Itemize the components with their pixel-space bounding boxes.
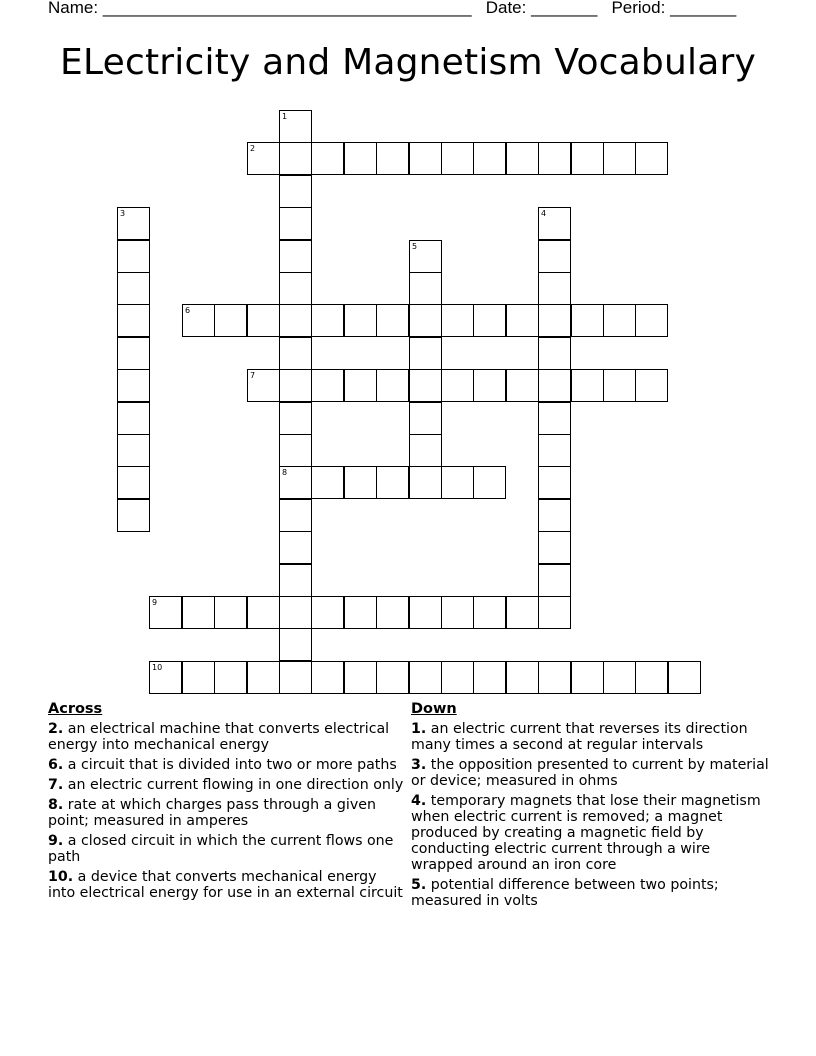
crossword-cell[interactable]	[538, 402, 571, 435]
cell-number: 7	[250, 371, 256, 380]
crossword-cell[interactable]	[182, 304, 215, 337]
clue-across	[48, 721, 404, 753]
crossword-cell[interactable]	[506, 142, 539, 175]
crossword-cell[interactable]	[538, 661, 571, 694]
crossword-cell[interactable]	[473, 596, 506, 629]
crossword-cell[interactable]	[473, 142, 506, 175]
period-label: Period:	[611, 0, 666, 17]
clue-number: 5.	[411, 877, 427, 893]
crossword-cell[interactable]	[279, 142, 312, 175]
crossword-cell[interactable]	[117, 499, 150, 532]
crossword-cell[interactable]	[571, 369, 604, 402]
crossword-cell[interactable]	[668, 661, 701, 694]
date-label: Date:	[485, 0, 527, 17]
crossword-cell[interactable]	[538, 564, 571, 597]
crossword-cell[interactable]	[538, 304, 571, 337]
crossword-cell[interactable]	[538, 434, 571, 467]
crossword-cell[interactable]	[409, 142, 442, 175]
crossword-cell[interactable]	[279, 402, 312, 435]
down-heading: Down	[411, 701, 457, 717]
page-title: ELectricity and Magnetism Vocabulary	[60, 42, 756, 83]
crossword-cell[interactable]	[117, 337, 150, 370]
crossword-cell[interactable]	[473, 304, 506, 337]
name-blank[interactable]: _______________________________________	[102, 0, 472, 17]
crossword-cell[interactable]	[571, 661, 604, 694]
crossword-cell[interactable]	[247, 304, 280, 337]
clue-text: rate at which charges pass through a given point; measured in amperes	[48, 797, 376, 829]
crossword-cell[interactable]	[376, 369, 409, 402]
crossword-cell[interactable]	[344, 596, 377, 629]
clue-across	[48, 869, 404, 901]
crossword-cell[interactable]	[117, 434, 150, 467]
crossword-cell[interactable]	[182, 596, 215, 629]
clue-down	[411, 793, 771, 873]
crossword-cell[interactable]	[603, 661, 636, 694]
crossword-cell[interactable]	[279, 531, 312, 564]
crossword-cell[interactable]	[117, 272, 150, 305]
crossword-cell[interactable]	[247, 596, 280, 629]
clue-text: an electric current that reverses its direction many times a second at regular intervals	[411, 721, 748, 753]
crossword-cell[interactable]	[538, 531, 571, 564]
crossword-cell[interactable]	[279, 240, 312, 273]
cell-number: 10	[152, 663, 163, 672]
cell-number: 5	[412, 242, 418, 251]
crossword-cell[interactable]	[409, 272, 442, 305]
crossword-cell[interactable]	[117, 207, 150, 240]
crossword-cell[interactable]	[409, 434, 442, 467]
crossword-cell[interactable]	[409, 369, 442, 402]
crossword-cell[interactable]	[247, 369, 280, 402]
crossword-cell[interactable]	[279, 499, 312, 532]
crossword-cell[interactable]	[441, 596, 474, 629]
across-clues	[48, 701, 404, 905]
crossword-cell[interactable]	[538, 466, 571, 499]
clue-down	[411, 877, 771, 909]
clue-text: a circuit that is divided into two or more paths	[67, 757, 397, 773]
crossword-cell[interactable]	[247, 661, 280, 694]
crossword-cell[interactable]	[603, 304, 636, 337]
period-blank[interactable]: _______	[670, 0, 737, 17]
crossword-cell[interactable]	[182, 661, 215, 694]
crossword-cell[interactable]	[571, 142, 604, 175]
crossword-cell[interactable]	[409, 661, 442, 694]
clue-number: 7.	[48, 777, 64, 793]
crossword-cell[interactable]	[311, 369, 344, 402]
clue-number: 1.	[411, 721, 427, 737]
crossword-cell[interactable]	[538, 272, 571, 305]
crossword-cell[interactable]	[441, 304, 474, 337]
clue-number: 8.	[48, 797, 64, 813]
crossword-cell[interactable]	[441, 466, 474, 499]
crossword-cell[interactable]	[149, 596, 182, 629]
crossword-cell[interactable]	[149, 661, 182, 694]
crossword-cell[interactable]	[409, 240, 442, 273]
clue-text: the opposition presented to current by material or device; measured in ohms	[411, 757, 769, 789]
crossword-cell[interactable]	[635, 369, 668, 402]
crossword-cell[interactable]	[376, 466, 409, 499]
crossword-cell[interactable]	[311, 142, 344, 175]
cell-number: 3	[120, 209, 126, 218]
crossword-cell[interactable]	[409, 466, 442, 499]
crossword-cell[interactable]	[344, 304, 377, 337]
crossword-cell[interactable]	[214, 304, 247, 337]
cell-number: 1	[282, 112, 288, 121]
clue-text: a closed circuit in which the current flows one path	[48, 833, 394, 865]
crossword-cell[interactable]	[344, 661, 377, 694]
cell-number: 8	[282, 468, 288, 477]
crossword-cell[interactable]	[279, 110, 312, 143]
crossword-cell[interactable]	[409, 304, 442, 337]
clue-text: an electrical machine that converts electrical energy into mechanical energy	[48, 721, 390, 753]
crossword-cell[interactable]	[538, 207, 571, 240]
clue-text: potential difference between two points; measured in volts	[411, 877, 719, 909]
crossword-cell[interactable]	[311, 596, 344, 629]
crossword-cell[interactable]	[473, 466, 506, 499]
crossword-cell[interactable]	[635, 661, 668, 694]
crossword-cell[interactable]	[603, 142, 636, 175]
crossword-cell[interactable]	[279, 661, 312, 694]
crossword-cell[interactable]	[279, 175, 312, 208]
across-heading: Across	[48, 701, 103, 717]
clue-across	[48, 833, 404, 865]
down-clues	[411, 701, 771, 913]
crossword-cell[interactable]	[344, 369, 377, 402]
crossword-cell[interactable]	[311, 466, 344, 499]
crossword-cell[interactable]	[506, 304, 539, 337]
clue-across	[48, 797, 404, 829]
date-blank[interactable]: _______	[531, 0, 598, 17]
crossword-cell[interactable]	[279, 337, 312, 370]
crossword-cell[interactable]	[279, 596, 312, 629]
crossword-cell[interactable]	[441, 661, 474, 694]
cell-number: 4	[541, 209, 547, 218]
crossword-cell[interactable]	[376, 596, 409, 629]
cell-number: 6	[185, 306, 191, 315]
clue-number: 9.	[48, 833, 64, 849]
crossword-cell[interactable]	[279, 466, 312, 499]
crossword-cell[interactable]	[571, 304, 604, 337]
crossword-cell[interactable]	[376, 304, 409, 337]
crossword-cell[interactable]	[117, 369, 150, 402]
clue-text: a device that converts mechanical energy into electrical energy for use in an external circuit	[48, 869, 403, 901]
crossword-cell[interactable]	[311, 661, 344, 694]
crossword-cell[interactable]	[376, 142, 409, 175]
crossword-cell[interactable]	[473, 661, 506, 694]
crossword-cell[interactable]	[635, 304, 668, 337]
crossword-cell[interactable]	[441, 142, 474, 175]
crossword-cell[interactable]	[279, 304, 312, 337]
crossword-cell[interactable]	[506, 596, 539, 629]
crossword-cell[interactable]	[279, 369, 312, 402]
crossword-cell[interactable]	[279, 628, 312, 661]
crossword-cell[interactable]	[409, 596, 442, 629]
crossword-cell[interactable]	[214, 596, 247, 629]
crossword-cell[interactable]	[409, 402, 442, 435]
crossword-cell[interactable]	[279, 272, 312, 305]
crossword-cell[interactable]	[247, 142, 280, 175]
clue-text: temporary magnets that lose their magnetism when electric current is removed; a magnet produced by creating a magnetic field by conducting electric current through a wire wrapped around an iron core	[411, 793, 761, 873]
cell-number: 9	[152, 598, 158, 607]
crossword-cell[interactable]	[344, 142, 377, 175]
crossword-cell[interactable]	[117, 304, 150, 337]
crossword-cell[interactable]	[473, 369, 506, 402]
clue-number: 6.	[48, 757, 64, 773]
crossword-cell[interactable]	[506, 661, 539, 694]
crossword-cell[interactable]	[117, 402, 150, 435]
crossword-cell[interactable]	[506, 369, 539, 402]
crossword-cell[interactable]	[311, 304, 344, 337]
clue-number: 10.	[48, 869, 74, 885]
clue-number: 3.	[411, 757, 427, 773]
crossword-cell[interactable]	[538, 499, 571, 532]
crossword-cell[interactable]	[538, 337, 571, 370]
clue-down	[411, 721, 771, 753]
cell-number: 2	[250, 144, 256, 153]
crossword-cell[interactable]	[279, 564, 312, 597]
crossword-cell[interactable]	[376, 661, 409, 694]
crossword-cell[interactable]	[117, 466, 150, 499]
clue-across	[48, 757, 404, 773]
clue-down	[411, 757, 771, 789]
crossword-cell[interactable]	[538, 240, 571, 273]
crossword-cell[interactable]	[538, 596, 571, 629]
crossword-cell[interactable]	[409, 337, 442, 370]
crossword-cell[interactable]	[603, 369, 636, 402]
crossword-cell[interactable]	[538, 142, 571, 175]
crossword-cell[interactable]	[344, 466, 377, 499]
clue-across	[48, 777, 404, 793]
crossword-cell[interactable]	[117, 240, 150, 273]
clue-number: 2.	[48, 721, 64, 737]
crossword-cell[interactable]	[441, 369, 474, 402]
clue-number: 4.	[411, 793, 427, 809]
crossword-cell[interactable]	[279, 207, 312, 240]
name-label: Name:	[48, 0, 99, 17]
crossword-cell[interactable]	[214, 661, 247, 694]
crossword-cell[interactable]	[538, 369, 571, 402]
clue-text: an electric current flowing in one direction only	[67, 777, 404, 793]
crossword-cell[interactable]	[635, 142, 668, 175]
crossword-cell[interactable]	[279, 434, 312, 467]
